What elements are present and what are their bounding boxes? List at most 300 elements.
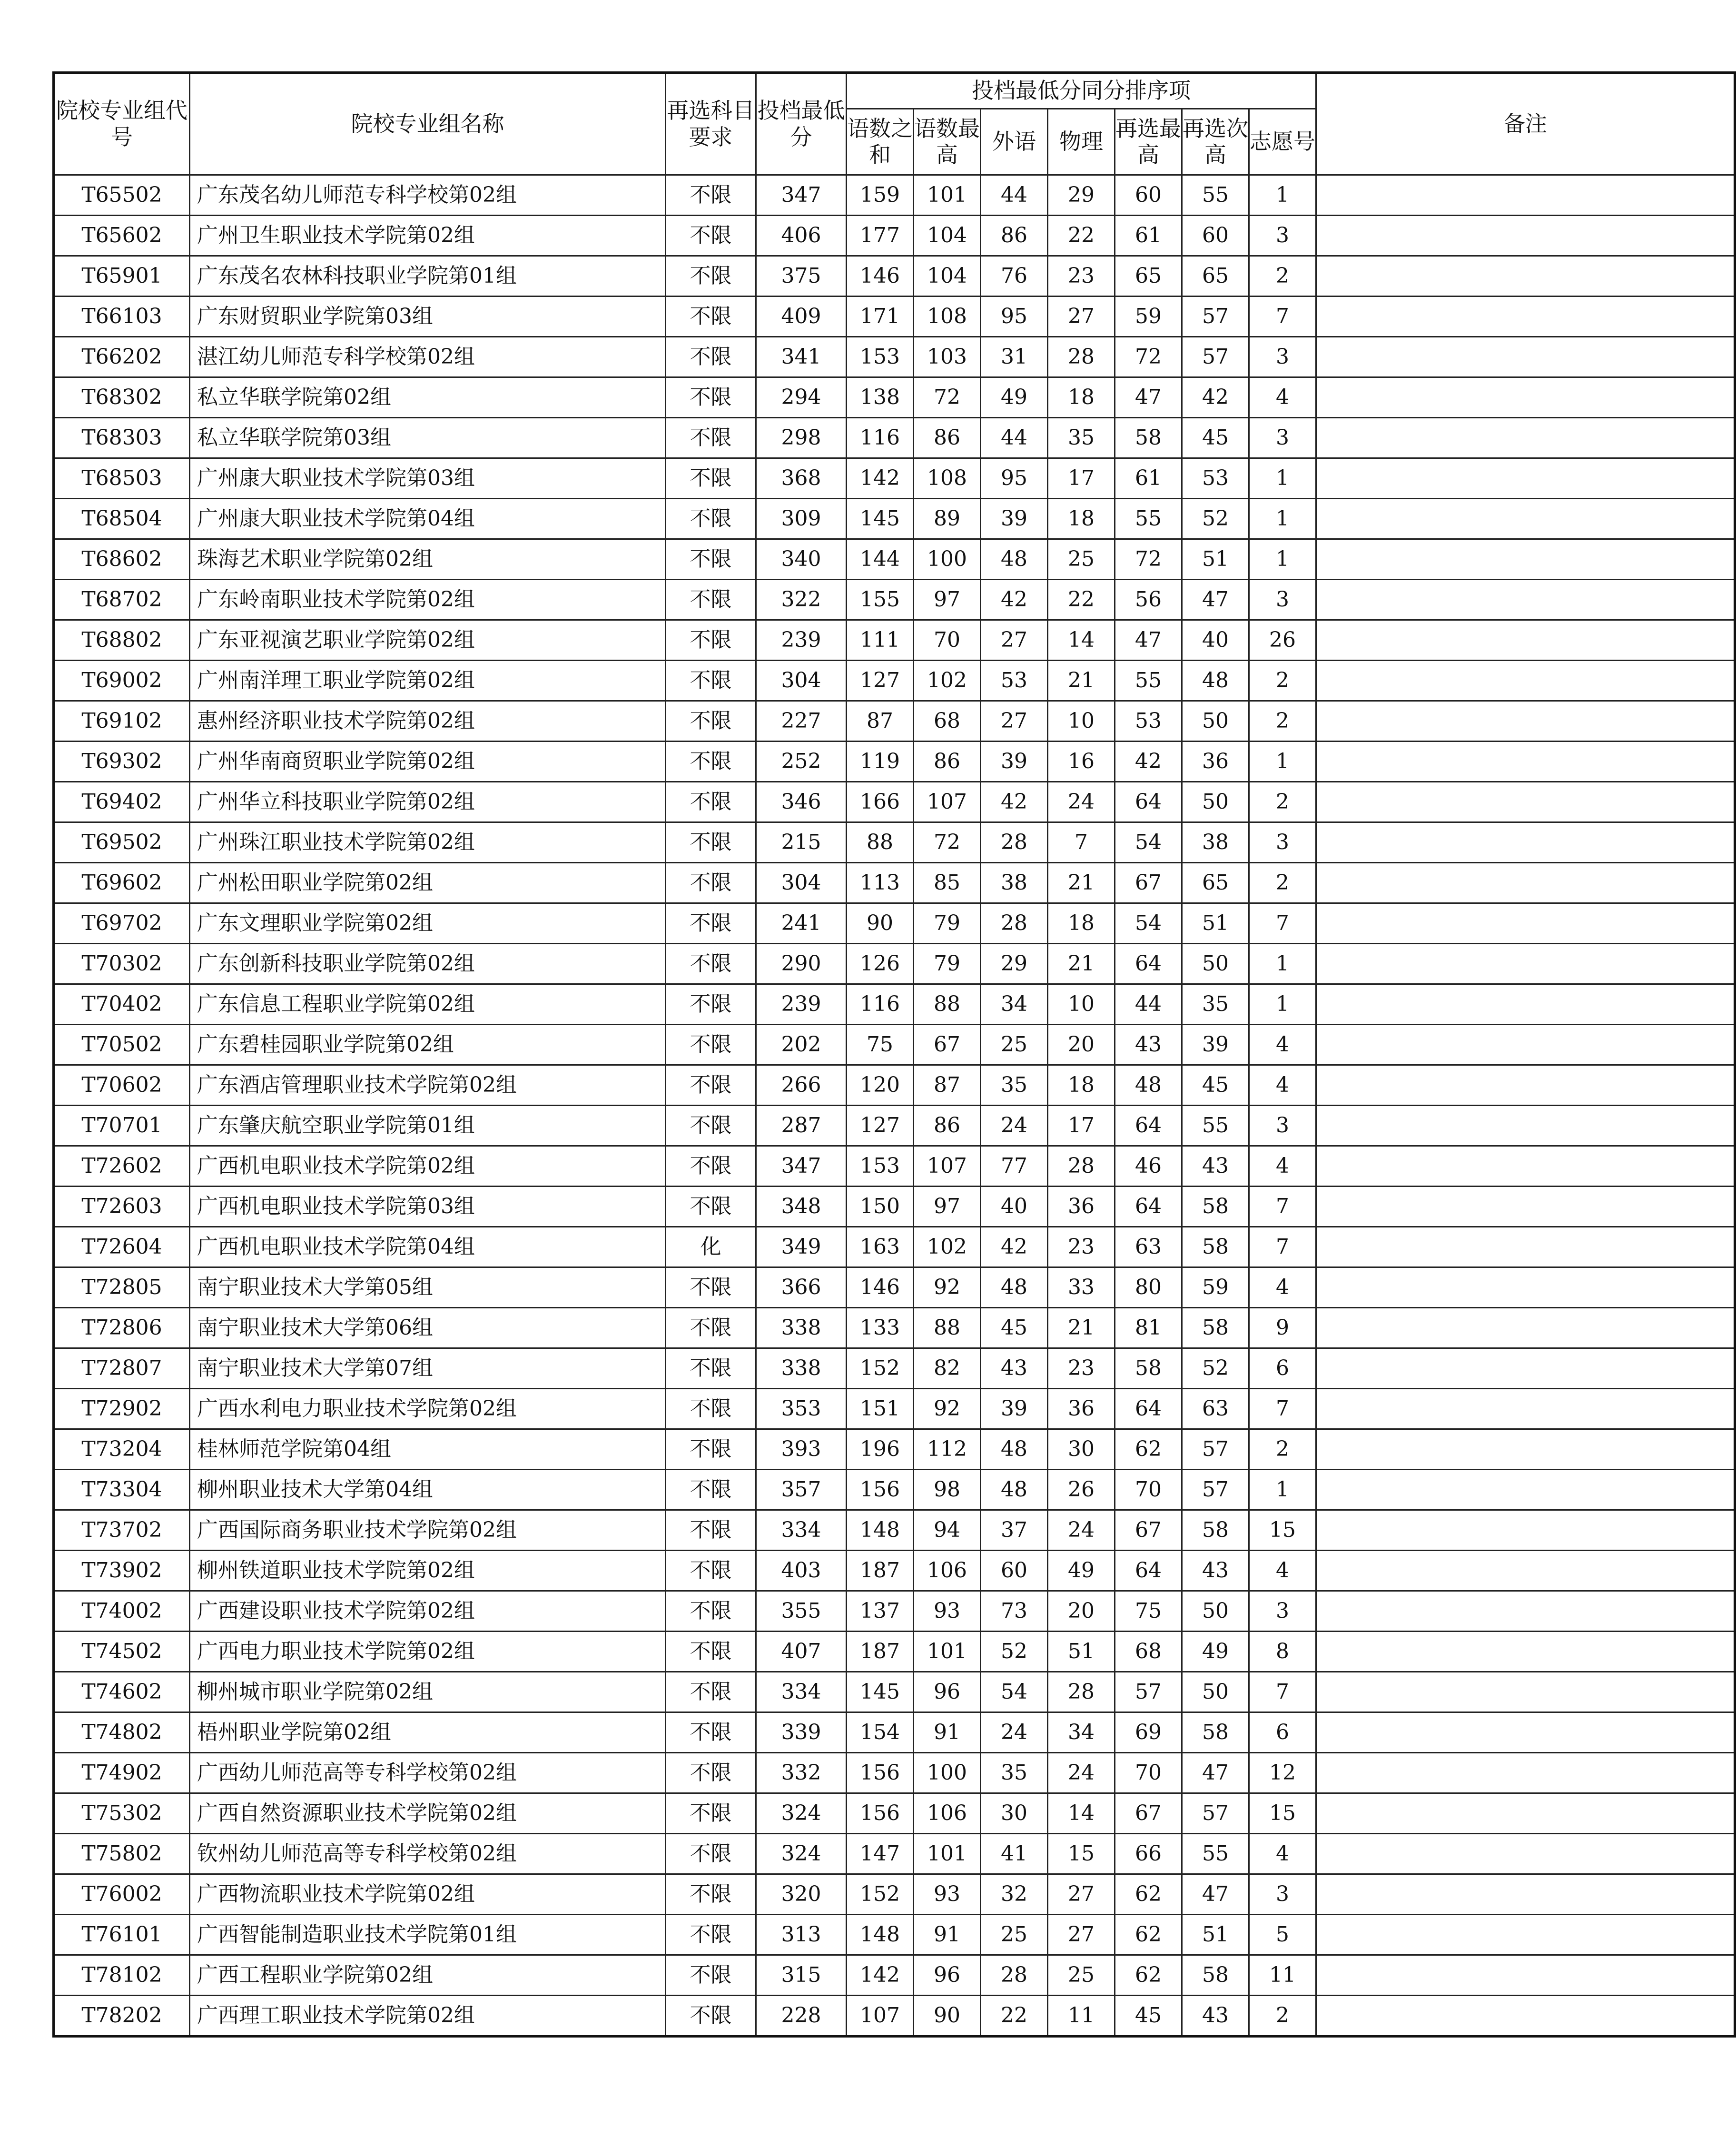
cell-requirement: 不限	[666, 458, 756, 499]
cell-code: T70602	[54, 1065, 190, 1106]
cell-elective-max: 48	[1115, 1065, 1182, 1106]
cell-min-score: 241	[756, 903, 847, 944]
cell-chinese-math-sum: 111	[847, 620, 914, 661]
cell-chinese-math-max: 91	[914, 1712, 981, 1753]
cell-note	[1316, 539, 1735, 580]
cell-code: T74602	[54, 1672, 190, 1712]
cell-elective-second: 63	[1182, 1389, 1249, 1429]
cell-foreign-language: 54	[981, 1672, 1048, 1712]
cell-requirement: 不限	[666, 1874, 756, 1915]
cell-elective-max: 69	[1115, 1712, 1182, 1753]
cell-name: 广东碧桂园职业学院第02组	[190, 1025, 666, 1065]
cell-min-score: 349	[756, 1227, 847, 1267]
table-row	[54, 620, 1735, 661]
cell-note	[1316, 297, 1735, 337]
cell-elective-second: 57	[1182, 1470, 1249, 1510]
cell-elective-max: 63	[1115, 1227, 1182, 1267]
cell-elective-max: 64	[1115, 1187, 1182, 1227]
cell-requirement: 不限	[666, 297, 756, 337]
cell-chinese-math-max: 112	[914, 1429, 981, 1470]
cell-elective-second: 65	[1182, 863, 1249, 903]
cell-chinese-math-sum: 155	[847, 580, 914, 620]
cell-chinese-math-sum: 156	[847, 1470, 914, 1510]
cell-elective-second: 51	[1182, 1915, 1249, 1955]
table-row	[54, 1591, 1735, 1632]
cell-chinese-math-max: 92	[914, 1389, 981, 1429]
cell-foreign-language: 37	[981, 1510, 1048, 1551]
cell-choice-number: 15	[1249, 1793, 1316, 1834]
cell-code: T65502	[54, 175, 190, 216]
cell-choice-number: 4	[1249, 1834, 1316, 1874]
cell-elective-max: 56	[1115, 580, 1182, 620]
cell-name: 广东亚视演艺职业学院第02组	[190, 620, 666, 661]
cell-chinese-math-max: 107	[914, 782, 981, 822]
cell-requirement: 不限	[666, 539, 756, 580]
cell-physics: 51	[1048, 1632, 1115, 1672]
cell-note	[1316, 1065, 1735, 1106]
cell-chinese-math-sum: 187	[847, 1551, 914, 1591]
cell-min-score: 227	[756, 701, 847, 742]
cell-elective-max: 54	[1115, 822, 1182, 863]
cell-name: 广州华立科技职业学院第02组	[190, 782, 666, 822]
cell-requirement: 不限	[666, 903, 756, 944]
cell-elective-max: 64	[1115, 944, 1182, 984]
table-row	[54, 863, 1735, 903]
cell-note	[1316, 1793, 1735, 1834]
cell-name: 广东文理职业学院第02组	[190, 903, 666, 944]
cell-requirement: 不限	[666, 1187, 756, 1227]
cell-name: 柳州职业技术大学第04组	[190, 1470, 666, 1510]
cell-note	[1316, 822, 1735, 863]
cell-name: 广西水利电力职业技术学院第02组	[190, 1389, 666, 1429]
cell-requirement: 不限	[666, 1389, 756, 1429]
cell-min-score: 228	[756, 1996, 847, 2037]
cell-chinese-math-sum: 152	[847, 1348, 914, 1389]
cell-elective-max: 57	[1115, 1672, 1182, 1712]
cell-physics: 24	[1048, 782, 1115, 822]
cell-chinese-math-sum: 145	[847, 1672, 914, 1712]
cell-choice-number: 2	[1249, 1996, 1316, 2037]
cell-chinese-math-max: 101	[914, 1632, 981, 1672]
cell-code: T78202	[54, 1996, 190, 2037]
table-row	[54, 822, 1735, 863]
cell-choice-number: 3	[1249, 580, 1316, 620]
cell-foreign-language: 44	[981, 175, 1048, 216]
header-chinese-math-max: 语数最高	[914, 109, 981, 175]
cell-code: T69102	[54, 701, 190, 742]
cell-name: 广西工程职业学院第02组	[190, 1955, 666, 1996]
cell-name: 广州康大职业技术学院第04组	[190, 499, 666, 539]
cell-chinese-math-sum: 151	[847, 1389, 914, 1429]
cell-choice-number: 3	[1249, 1106, 1316, 1146]
cell-note	[1316, 661, 1735, 701]
cell-min-score: 202	[756, 1025, 847, 1065]
cell-name: 广东肇庆航空职业学院第01组	[190, 1106, 666, 1146]
table-row	[54, 175, 1735, 216]
cell-requirement: 不限	[666, 1996, 756, 2037]
cell-foreign-language: 44	[981, 418, 1048, 458]
cell-code: T75802	[54, 1834, 190, 1874]
cell-requirement: 不限	[666, 1915, 756, 1955]
cell-note	[1316, 256, 1735, 297]
cell-note	[1316, 1996, 1735, 2037]
table-row	[54, 1712, 1735, 1753]
cell-elective-second: 50	[1182, 701, 1249, 742]
cell-code: T68303	[54, 418, 190, 458]
cell-name: 柳州城市职业学院第02组	[190, 1672, 666, 1712]
cell-elective-second: 47	[1182, 1874, 1249, 1915]
cell-foreign-language: 27	[981, 620, 1048, 661]
cell-chinese-math-sum: 159	[847, 175, 914, 216]
cell-elective-max: 72	[1115, 337, 1182, 377]
cell-elective-max: 54	[1115, 903, 1182, 944]
cell-chinese-math-max: 92	[914, 1267, 981, 1308]
cell-code: T73304	[54, 1470, 190, 1510]
cell-physics: 35	[1048, 418, 1115, 458]
cell-chinese-math-sum: 127	[847, 1106, 914, 1146]
cell-physics: 10	[1048, 701, 1115, 742]
cell-note	[1316, 458, 1735, 499]
cell-name: 梧州职业学院第02组	[190, 1712, 666, 1753]
cell-code: T78102	[54, 1955, 190, 1996]
table-row	[54, 1429, 1735, 1470]
cell-foreign-language: 41	[981, 1834, 1048, 1874]
cell-note	[1316, 1470, 1735, 1510]
cell-elective-max: 55	[1115, 499, 1182, 539]
cell-choice-number: 4	[1249, 377, 1316, 418]
cell-chinese-math-max: 106	[914, 1551, 981, 1591]
cell-requirement: 不限	[666, 1146, 756, 1187]
cell-min-score: 347	[756, 175, 847, 216]
cell-code: T70502	[54, 1025, 190, 1065]
cell-name: 广西国际商务职业技术学院第02组	[190, 1510, 666, 1551]
table-row	[54, 903, 1735, 944]
cell-chinese-math-max: 101	[914, 175, 981, 216]
cell-note	[1316, 1187, 1735, 1227]
cell-elective-second: 50	[1182, 944, 1249, 984]
cell-elective-max: 62	[1115, 1874, 1182, 1915]
cell-elective-second: 58	[1182, 1227, 1249, 1267]
cell-code: T69302	[54, 742, 190, 782]
cell-requirement: 不限	[666, 1267, 756, 1308]
cell-choice-number: 1	[1249, 742, 1316, 782]
cell-choice-number: 5	[1249, 1915, 1316, 1955]
cell-choice-number: 7	[1249, 1389, 1316, 1429]
cell-name: 广东财贸职业学院第03组	[190, 297, 666, 337]
cell-name: 南宁职业技术大学第05组	[190, 1267, 666, 1308]
cell-note	[1316, 377, 1735, 418]
cell-foreign-language: 22	[981, 1996, 1048, 2037]
cell-min-score: 332	[756, 1753, 847, 1793]
cell-foreign-language: 95	[981, 297, 1048, 337]
cell-code: T73204	[54, 1429, 190, 1470]
cell-elective-max: 70	[1115, 1470, 1182, 1510]
table-row	[54, 1470, 1735, 1510]
cell-chinese-math-sum: 126	[847, 944, 914, 984]
cell-foreign-language: 39	[981, 1389, 1048, 1429]
cell-code: T72603	[54, 1187, 190, 1227]
cell-code: T73702	[54, 1510, 190, 1551]
cell-choice-number: 3	[1249, 216, 1316, 256]
cell-foreign-language: 24	[981, 1712, 1048, 1753]
cell-chinese-math-max: 72	[914, 822, 981, 863]
cell-foreign-language: 28	[981, 822, 1048, 863]
cell-elective-second: 51	[1182, 903, 1249, 944]
cell-chinese-math-max: 107	[914, 1146, 981, 1187]
cell-requirement: 不限	[666, 1632, 756, 1672]
cell-chinese-math-max: 85	[914, 863, 981, 903]
cell-note	[1316, 620, 1735, 661]
cell-note	[1316, 701, 1735, 742]
table-row	[54, 1753, 1735, 1793]
cell-choice-number: 1	[1249, 944, 1316, 984]
cell-physics: 29	[1048, 175, 1115, 216]
cell-chinese-math-sum: 148	[847, 1510, 914, 1551]
cell-elective-max: 62	[1115, 1429, 1182, 1470]
table-row	[54, 377, 1735, 418]
cell-requirement: 不限	[666, 742, 756, 782]
table-row	[54, 1308, 1735, 1348]
cell-name: 珠海艺术职业学院第02组	[190, 539, 666, 580]
cell-choice-number: 3	[1249, 337, 1316, 377]
table-row	[54, 458, 1735, 499]
cell-note	[1316, 1267, 1735, 1308]
cell-elective-max: 60	[1115, 175, 1182, 216]
table-row	[54, 984, 1735, 1025]
cell-chinese-math-max: 101	[914, 1834, 981, 1874]
cell-chinese-math-max: 104	[914, 256, 981, 297]
cell-chinese-math-max: 96	[914, 1955, 981, 1996]
cell-elective-max: 67	[1115, 863, 1182, 903]
cell-min-score: 338	[756, 1308, 847, 1348]
cell-chinese-math-max: 98	[914, 1470, 981, 1510]
cell-elective-second: 57	[1182, 297, 1249, 337]
cell-min-score: 375	[756, 256, 847, 297]
cell-choice-number: 2	[1249, 863, 1316, 903]
cell-chinese-math-max: 106	[914, 1793, 981, 1834]
cell-physics: 33	[1048, 1267, 1115, 1308]
cell-note	[1316, 1429, 1735, 1470]
header-foreign-language: 外语	[981, 109, 1048, 175]
cell-elective-second: 59	[1182, 1267, 1249, 1308]
cell-min-score: 266	[756, 1065, 847, 1106]
cell-chinese-math-max: 79	[914, 944, 981, 984]
cell-elective-max: 47	[1115, 620, 1182, 661]
cell-foreign-language: 42	[981, 580, 1048, 620]
cell-choice-number: 2	[1249, 701, 1316, 742]
cell-name: 广州松田职业学院第02组	[190, 863, 666, 903]
cell-name: 南宁职业技术大学第07组	[190, 1348, 666, 1389]
cell-chinese-math-max: 88	[914, 984, 981, 1025]
cell-code: T69602	[54, 863, 190, 903]
cell-physics: 22	[1048, 580, 1115, 620]
cell-code: T72805	[54, 1267, 190, 1308]
cell-choice-number: 1	[1249, 175, 1316, 216]
cell-note	[1316, 216, 1735, 256]
cell-chinese-math-sum: 156	[847, 1793, 914, 1834]
cell-choice-number: 7	[1249, 903, 1316, 944]
cell-elective-second: 65	[1182, 256, 1249, 297]
cell-elective-second: 38	[1182, 822, 1249, 863]
cell-code: T69702	[54, 903, 190, 944]
cell-elective-second: 57	[1182, 1429, 1249, 1470]
cell-note	[1316, 1834, 1735, 1874]
table-row	[54, 539, 1735, 580]
cell-requirement: 不限	[666, 701, 756, 742]
cell-name: 私立华联学院第02组	[190, 377, 666, 418]
cell-name: 南宁职业技术大学第06组	[190, 1308, 666, 1348]
cell-physics: 17	[1048, 458, 1115, 499]
cell-min-score: 339	[756, 1712, 847, 1753]
cell-requirement: 不限	[666, 337, 756, 377]
cell-requirement: 不限	[666, 1712, 756, 1753]
cell-chinese-math-max: 108	[914, 458, 981, 499]
cell-elective-second: 55	[1182, 175, 1249, 216]
cell-elective-second: 47	[1182, 580, 1249, 620]
cell-physics: 21	[1048, 863, 1115, 903]
cell-requirement: 不限	[666, 580, 756, 620]
cell-code: T73902	[54, 1551, 190, 1591]
cell-name: 广西自然资源职业技术学院第02组	[190, 1793, 666, 1834]
cell-chinese-math-max: 102	[914, 661, 981, 701]
cell-code: T68302	[54, 377, 190, 418]
cell-code: T69502	[54, 822, 190, 863]
cell-note	[1316, 1348, 1735, 1389]
cell-code: T74902	[54, 1753, 190, 1793]
cell-physics: 28	[1048, 1146, 1115, 1187]
cell-choice-number: 11	[1249, 1955, 1316, 1996]
cell-chinese-math-sum: 146	[847, 256, 914, 297]
cell-physics: 28	[1048, 337, 1115, 377]
cell-elective-max: 58	[1115, 418, 1182, 458]
cell-chinese-math-sum: 142	[847, 1955, 914, 1996]
cell-min-score: 304	[756, 661, 847, 701]
cell-requirement: 不限	[666, 661, 756, 701]
cell-code: T69002	[54, 661, 190, 701]
table-row	[54, 701, 1735, 742]
cell-elective-second: 43	[1182, 1551, 1249, 1591]
table-row	[54, 661, 1735, 701]
table-row	[54, 1025, 1735, 1065]
cell-choice-number: 4	[1249, 1551, 1316, 1591]
cell-min-score: 348	[756, 1187, 847, 1227]
cell-chinese-math-sum: 171	[847, 297, 914, 337]
cell-choice-number: 4	[1249, 1267, 1316, 1308]
cell-requirement: 不限	[666, 863, 756, 903]
cell-foreign-language: 76	[981, 256, 1048, 297]
cell-elective-second: 47	[1182, 1753, 1249, 1793]
cell-choice-number: 26	[1249, 620, 1316, 661]
cell-note	[1316, 1712, 1735, 1753]
cell-note	[1316, 742, 1735, 782]
cell-chinese-math-sum: 150	[847, 1187, 914, 1227]
cell-physics: 23	[1048, 1348, 1115, 1389]
cell-min-score: 239	[756, 984, 847, 1025]
cell-elective-second: 43	[1182, 1146, 1249, 1187]
cell-choice-number: 1	[1249, 984, 1316, 1025]
table-row	[54, 1065, 1735, 1106]
cell-elective-second: 55	[1182, 1834, 1249, 1874]
cell-foreign-language: 39	[981, 742, 1048, 782]
cell-choice-number: 1	[1249, 539, 1316, 580]
cell-elective-second: 49	[1182, 1632, 1249, 1672]
cell-physics: 26	[1048, 1470, 1115, 1510]
cell-requirement: 不限	[666, 377, 756, 418]
cell-requirement: 不限	[666, 1308, 756, 1348]
cell-chinese-math-max: 108	[914, 297, 981, 337]
cell-elective-second: 40	[1182, 620, 1249, 661]
cell-chinese-math-sum: 166	[847, 782, 914, 822]
header-choice-number: 志愿号	[1249, 109, 1316, 175]
cell-min-score: 290	[756, 944, 847, 984]
cell-elective-max: 67	[1115, 1793, 1182, 1834]
header-physics: 物理	[1048, 109, 1115, 175]
table-row	[54, 337, 1735, 377]
cell-chinese-math-sum: 120	[847, 1065, 914, 1106]
cell-elective-max: 66	[1115, 1834, 1182, 1874]
cell-name: 广西电力职业技术学院第02组	[190, 1632, 666, 1672]
cell-chinese-math-sum: 116	[847, 418, 914, 458]
table-row	[54, 1874, 1735, 1915]
cell-elective-max: 61	[1115, 216, 1182, 256]
cell-min-score: 347	[756, 1146, 847, 1187]
cell-physics: 7	[1048, 822, 1115, 863]
cell-physics: 10	[1048, 984, 1115, 1025]
cell-foreign-language: 48	[981, 1429, 1048, 1470]
cell-name: 广西幼儿师范高等专科学校第02组	[190, 1753, 666, 1793]
cell-elective-second: 53	[1182, 458, 1249, 499]
cell-chinese-math-sum: 145	[847, 499, 914, 539]
cell-physics: 25	[1048, 539, 1115, 580]
cell-chinese-math-max: 97	[914, 580, 981, 620]
cell-requirement: 不限	[666, 216, 756, 256]
cell-chinese-math-sum: 142	[847, 458, 914, 499]
cell-chinese-math-max: 68	[914, 701, 981, 742]
cell-code: T65602	[54, 216, 190, 256]
cell-choice-number: 9	[1249, 1308, 1316, 1348]
cell-requirement: 不限	[666, 499, 756, 539]
cell-physics: 18	[1048, 1065, 1115, 1106]
cell-name: 广东岭南职业技术学院第02组	[190, 580, 666, 620]
cell-code: T66103	[54, 297, 190, 337]
cell-chinese-math-sum: 75	[847, 1025, 914, 1065]
cell-chinese-math-sum: 153	[847, 1146, 914, 1187]
header-code: 院校专业组代号	[54, 73, 190, 175]
cell-min-score: 357	[756, 1470, 847, 1510]
table-row	[54, 256, 1735, 297]
cell-note	[1316, 1955, 1735, 1996]
cell-foreign-language: 27	[981, 701, 1048, 742]
cell-choice-number: 2	[1249, 782, 1316, 822]
cell-name: 私立华联学院第03组	[190, 418, 666, 458]
header-tie-break-group: 投档最低分同分排序项	[847, 73, 1316, 109]
cell-elective-max: 44	[1115, 984, 1182, 1025]
header-elective-max: 再选最高	[1115, 109, 1182, 175]
cell-requirement: 不限	[666, 1065, 756, 1106]
cell-choice-number: 1	[1249, 1470, 1316, 1510]
cell-name: 柳州铁道职业技术学院第02组	[190, 1551, 666, 1591]
cell-chinese-math-max: 89	[914, 499, 981, 539]
cell-code: T72602	[54, 1146, 190, 1187]
cell-code: T72902	[54, 1389, 190, 1429]
table-row	[54, 1834, 1735, 1874]
table-row	[54, 1227, 1735, 1267]
cell-code: T72807	[54, 1348, 190, 1389]
cell-physics: 36	[1048, 1187, 1115, 1227]
cell-requirement: 不限	[666, 782, 756, 822]
cell-note	[1316, 1591, 1735, 1632]
cell-elective-max: 55	[1115, 661, 1182, 701]
